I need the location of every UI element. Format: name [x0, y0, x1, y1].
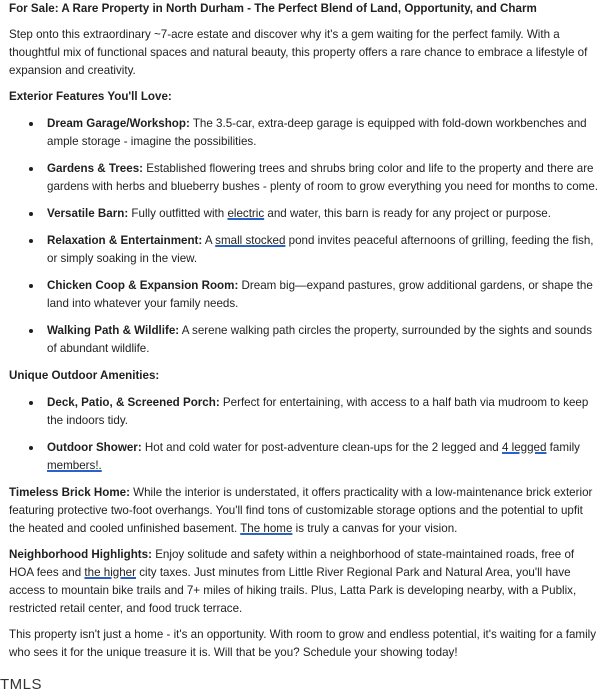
mls-logo: TMLS — [0, 676, 43, 693]
item-label: Chicken Coop & Expansion Room: — [47, 279, 239, 292]
list-item — [47, 439, 599, 475]
list-item — [47, 232, 599, 268]
item-text: pond invites peaceful afternoons of grilling, feeding the fish, or simply soaking in the view. — [47, 234, 594, 265]
list-item — [47, 205, 599, 223]
item-text: The 3.5-car, extra-deep garage is equipped with fold-down workbenches and ample storage - imagine the possibilities. — [47, 117, 587, 148]
item-text: A — [202, 234, 216, 247]
electric-link[interactable]: electric — [227, 207, 265, 220]
neighborhood-text: city taxes. Just minutes from Little River Regional Park and Natural Area, you'll have access to mountain bike trails and 7+ miles of hiking trails. Plus, Latta Park is developing nearby, with a Publix, restricted retail center, and food truck terrace. — [9, 566, 577, 615]
four-legged-link[interactable]: 4 legged — [501, 441, 547, 454]
brick-label: Timeless Brick Home: — [9, 486, 130, 499]
exterior-list — [9, 115, 599, 358]
intro-paragraph: Step onto this extraordinary ~7-acre estate and discover why it's a gem waiting for the perfect family. With a thoughtful mix of functional spaces and natural beauty, this property offers a rare chance to embrace a lifestyle of expansion and creativity. — [9, 28, 588, 77]
item-label: Relaxation & Entertainment: — [47, 234, 203, 247]
list-item — [47, 115, 599, 151]
item-text: Fully outfitted with — [128, 207, 228, 220]
item-label: Versatile Barn: — [47, 207, 129, 220]
neighborhood-text: Enjoy solitude and safety within a neighborhood of state-maintained roads, free of HOA fees and — [9, 548, 575, 579]
item-text: and water, this barn is ready for any project or purpose. — [264, 207, 551, 220]
item-text: Dream big—expand pastures, grow additional gardens, or shape the land into whatever your family needs. — [47, 279, 593, 310]
amenities-list — [9, 394, 599, 475]
item-text: Perfect for entertaining, with access to a half bath via mudroom to keep the indoors tidy. — [47, 396, 589, 427]
brick-text: is truly a canvas for your vision. — [292, 522, 458, 535]
the-home-link[interactable]: The home — [240, 522, 293, 535]
brick-text: While the interior is understated, it offers practicality with a low-maintenance brick exterior featuring protective two-foot overhangs. You'll find tons of customizable storage options and the potential to upfit the heated and cooled unfinished basement. — [9, 486, 593, 535]
item-label: Outdoor Shower: — [47, 441, 142, 454]
closing-paragraph: This property isn't just a home - it's an opportunity. With room to grow and endless potential, it's waiting for a family who sees it for the unique treasure it is. Will that be you? Schedule your showing today! — [9, 628, 597, 659]
neighborhood-paragraph — [9, 546, 599, 618]
item-text: family — [546, 441, 580, 454]
exterior-heading: Exterior Features You'll Love: — [9, 90, 172, 103]
list-item — [47, 277, 599, 313]
listing-description — [9, 0, 599, 670]
item-label: Gardens & Trees: — [47, 162, 144, 175]
item-label: Dream Garage/Workshop: — [47, 117, 190, 130]
members-link[interactable]: members!. — [47, 459, 102, 472]
item-label: Deck, Patio, & Screened Porch: — [47, 396, 220, 409]
item-text: Established flowering trees and shrubs bring color and life to the property and there are gardens with herbs and blueberry bushes - plenty of room to grow everything you need for months to come. — [47, 162, 599, 193]
list-item — [47, 394, 599, 430]
small-stocked-link[interactable]: small stocked — [215, 234, 286, 247]
item-label: Walking Path & Wildlife: — [47, 324, 180, 337]
item-text: Hot and cold water for post-adventure clean-ups for the 2 legged and — [141, 441, 502, 454]
list-item — [47, 160, 599, 196]
brick-paragraph — [9, 484, 599, 538]
amenities-heading: Unique Outdoor Amenities: — [9, 369, 160, 382]
list-item — [47, 322, 599, 358]
the-higher-link[interactable]: the higher — [84, 566, 136, 579]
neighborhood-label: Neighborhood Highlights: — [9, 548, 152, 561]
item-text: A serene walking path circles the property, surrounded by the sights and sounds of abundant wildlife. — [47, 324, 593, 355]
listing-title: For Sale: A Rare Property in North Durham - The Perfect Blend of Land, Opportunity, and Charm — [9, 2, 537, 15]
